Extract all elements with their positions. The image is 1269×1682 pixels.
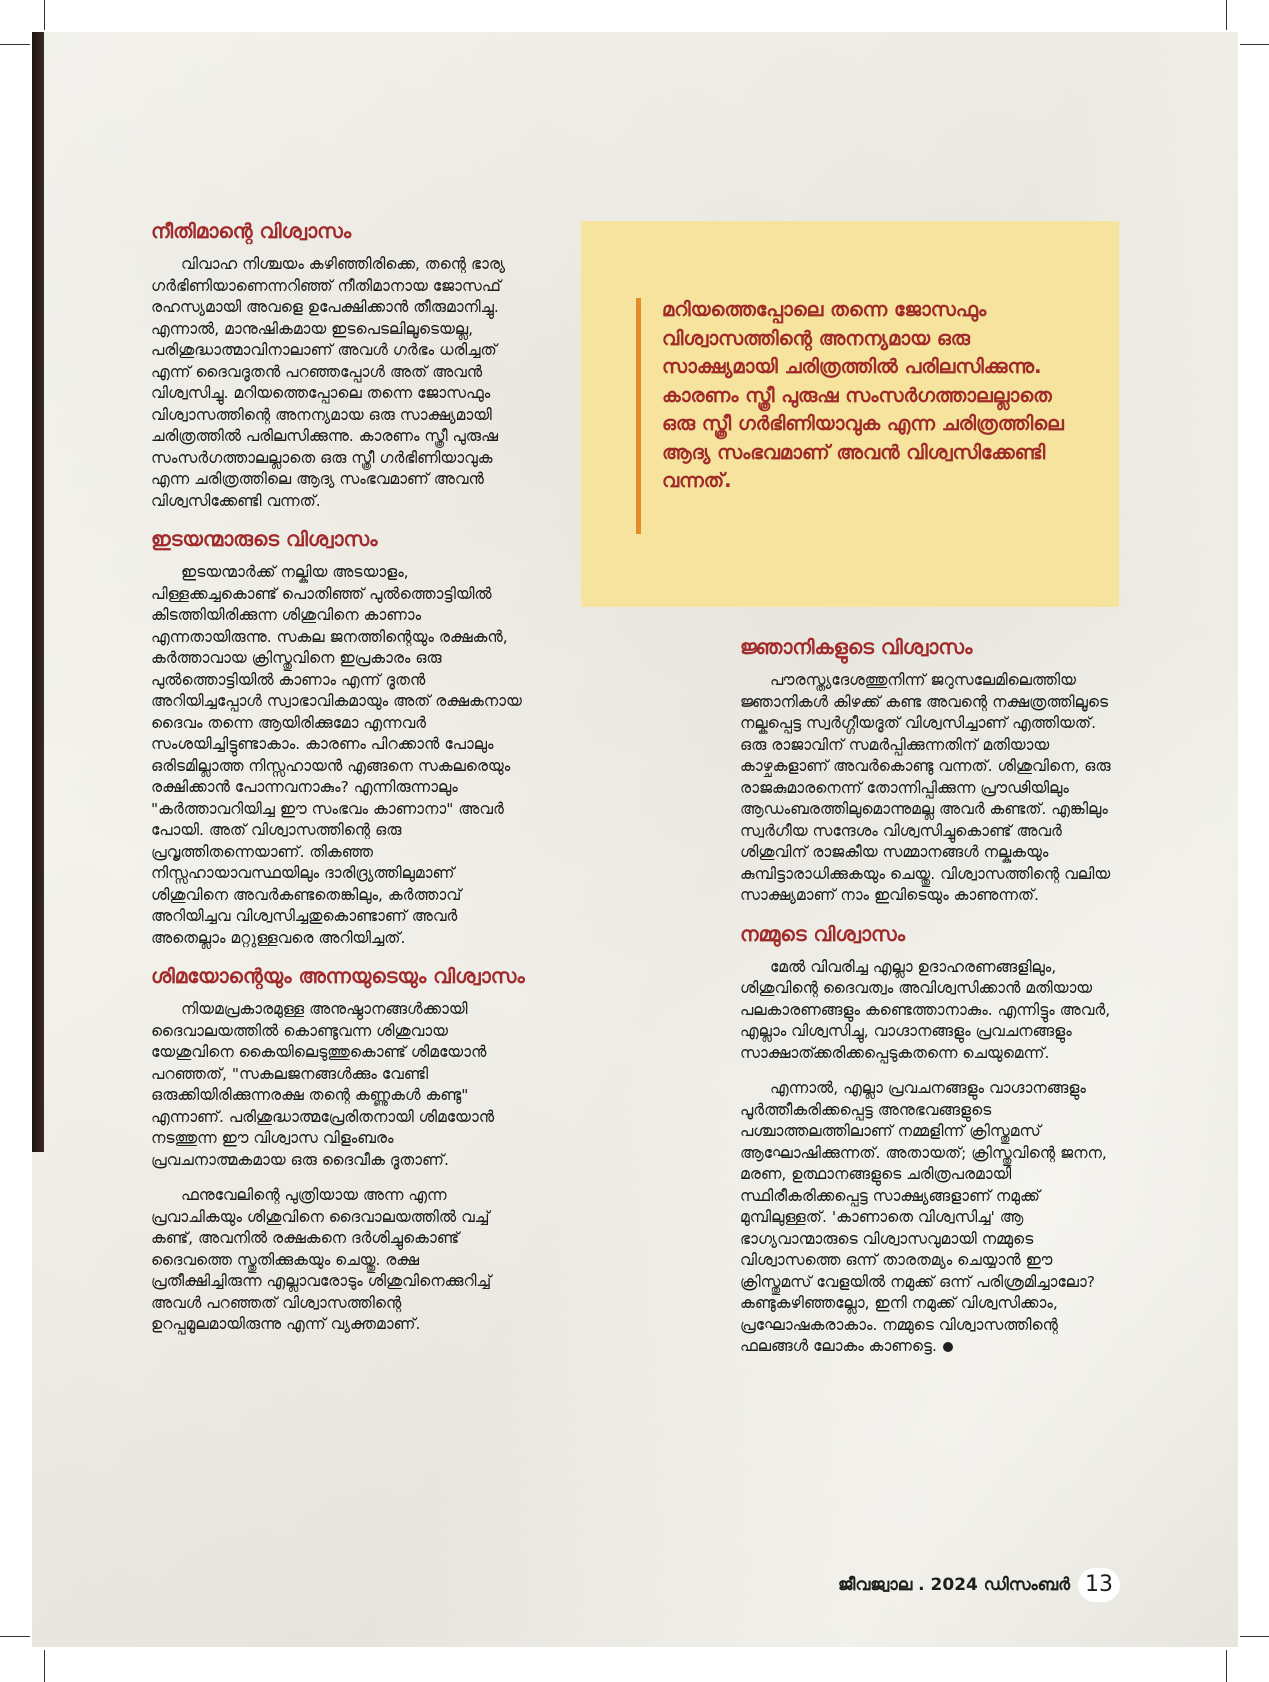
crop-mark-top-left-v [44,0,45,30]
crop-mark-top-right-h [1240,44,1269,45]
final-paragraph-text: എന്നാൽ, എല്ലാ പ്രവചനങ്ങളും വാഗ്ദാനങ്ങളും പൂർത്തീകരിക്കപ്പെട്ട അനുഭവങ്ങളുടെ പശ്ചാത്തലത്തിലാണ് നമ്മളിന്ന് ക്രിസ്തുമസ് ആഘോഷിക്കുന്നത്. അതായത്; ക്രിസ്തുവിന്റെ ജനന, മരണ, ഉത്ഥാനങ്ങളുടെ ചരിത്രപരമായി സ്ഥിരീകരിക്കപ്പെട്ട സാക്ഷ്യങ്ങളാണ് നമുക്ക് മുമ്പിലുള്ളത്. 'കാണാതെ വിശ്വസിച്ച' ആ ഭാഗ്യവാന്മാരുടെ വിശ്വാസവുമായി നമ്മുടെ വിശ്വാസത്തെ ഒന്ന് താരതമ്യം ചെയ്യാൻ ഈ ക്രിസ്തുമസ് വേളയിൽ നമുക്ക് ഒന്ന് പരിശ്രമിച്ചാലോ? കണ്ടുകഴിഞ്ഞല്ലോ, ഇനി നമുക്ക് വിശ്വസിക്കാം, പ്രഘോഷകരാകാം. നമ്മുടെ വിശ്വാസത്തിന്റെ ഫലങ്ങൾ ലോകം കാണട്ടെ. [740,1079,1107,1355]
crop-mark-top-left-h [0,44,30,45]
page-number: 13 [1078,1568,1120,1602]
section-heading-simeon-anna-faith: ശിമയോന്റെയും അന്നയുടെയും വിശ്വാസം [151,964,525,988]
pull-quote-accent-bar [636,298,641,534]
section-paragraph: ഇടയന്മാർക്ക് നല്കിയ അടയാളം, പിള്ളക്കച്ചകൊണ്ട് പൊതിഞ്ഞ് പുൽത്തൊട്ടിയിൽ കിടത്തിയിരിക്കുന്ന ശിശുവിനെ കാണാം എന്നതായിരുന്നു. സകല ജനത്തിന്റെയും രക്ഷകൻ, കർത്താവായ ക്രിസ്തുവിനെ ഇപ്രകാരം ഒരു പുൽത്തൊട്ടിയിൽ കാണാം എന്ന് ദൂതൻ അറിയിച്ചപ്പോൾ സ്വാഭാവികമായും അത് രക്ഷകനായ ദൈവം തന്നെ ആയിരിക്കുമോ എന്നവർ സംശയിച്ചിട്ടുണ്ടാകാം. കാരണം പിറക്കാൻ പോലും ഒരിടമില്ലാത്ത നിസ്സഹായൻ എങ്ങനെ സകലരെയും രക്ഷിക്കാൻ പോന്നവനാകും? എന്നിരുന്നാലും "കർത്താവറിയിച്ച ഈ സംഭവം കാണാനാ" അവർ പോയി. അത് വിശ്വാസത്തിന്റെ ഒരു പ്രവൃത്തിതന്നെയാണ്. തികഞ്ഞ നിസ്സഹായാവസ്ഥയിലും ദാരിദ്ര്യത്തിലുമാണ് ശിശുവിനെ അവർകണ്ടതെങ്കിലും, കർത്താവ് അറിയിച്ചവ വിശ്വസിച്ചതുകൊണ്ടാണ് അവർ അതെല്ലാം മറ്റുള്ളവരെ അറിയിച്ചത്. [151,563,522,947]
crop-mark-bottom-left-h [0,1636,30,1637]
crop-mark-bottom-right-v [1226,1650,1227,1682]
page-spine-edge [32,32,44,1152]
crop-mark-top-right-v [1226,0,1227,30]
section-heading-shepherds-faith: ഇടയന്മാരുടെ വിശ്വാസം [151,527,378,551]
section-paragraph: മേൽ വിവരിച്ച എല്ലാ ഉദാഹരണങ്ങളിലും, ശിശുവിന്റെ ദൈവത്വം അവിശ്വസിക്കാൻ മതിയായ പലകാരണങ്ങളും കണ്ടെത്താനാകും. എന്നിട്ടും അവർ, എല്ലാം വിശ്വസിച്ചു, വാഗ്ദാനങ്ങളും പ്രവചനങ്ങളും സാക്ഷാത്ക്കരിക്കപ്പെടുകതന്നെ ചെയുമെന്ന്. [740,957,1111,1062]
section-paragraph: ഫനുവേലിന്റെ പുത്രിയായ അന്ന എന്ന പ്രവാചികയും ശിശുവിനെ ദൈവാലയത്തിൽ വച്ച് കണ്ട്, അവനിൽ രക്ഷകനെ ദർശിച്ചുകൊണ്ട് ദൈവത്തെ സ്തുതിക്കുകയും ചെയ്തു. രക്ഷ പ്രതീക്ഷിച്ചിരുന്ന എല്ലാവരോടും ശിശുവിനെക്കുറിച്ച് അവൾ പറഞ്ഞത് വിശ്വാസത്തിന്റെ ഉറപ്പമൂലമായിരുന്നു എന്ന് വ്യക്തമാണ്. [151,1186,492,1333]
crop-mark-bottom-right-h [1240,1636,1269,1637]
pull-quote-text: മറിയത്തെപ്പോലെ തന്നെ ജോസഫും വിശ്വാസത്തിന്റെ അനന്യമായ ഒരു സാക്ഷ്യമായി ചരിത്രത്തിൽ പരിലസിക്കുന്നു. കാരണം സ്ത്രീ പുരുഷ സംസർഗത്താലല്ലാതെ ഒരു സ്ത്രീ ഗർഭിണിയാവുക എന്ന ചരിത്രത്തിലെ ആദ്യ സംഭവമാണ് അവൻ വിശ്വസിക്കേണ്ടി വന്നത്. [662,298,1064,492]
section-paragraph: നിയമപ്രകാരമുള്ള അനുഷ്ഠാനങ്ങൾക്കായി ദൈവാലയത്തിൽ കൊണ്ടുവന്ന ശിശുവായ യേശുവിനെ കൈയിലെടുത്തുകൊണ്ട് ശിമയോൻ പറഞ്ഞത്, "സകലജനങ്ങൾക്കും വേണ്ടി ഒരുക്കിയിരിക്കുന്നരക്ഷ തന്റെ കണ്ണുകൾ കണ്ടു" എന്നാണ്. പരിശുദ്ധാത്മപ്രേരിതനായി ശിമയോൻ നടത്തുന്ന ഈ വിശ്വാസ വിളംബരം പ്രവചനാത്മകമായ ഒരു ദൈവീക ദൂതാണ്. [151,1000,495,1169]
end-mark-icon [943,1342,953,1352]
section-heading-magi-faith: ജ്ഞാനികളുടെ വിശ്വാസം [740,635,973,659]
crop-mark-bottom-left-v [44,1650,45,1682]
section-paragraph-final [740,1078,1122,1358]
section-heading-our-faith: നമ്മുടെ വിശ്വാസം [740,921,906,946]
right-column [740,634,1122,1372]
section-paragraph: പൗരസ്ത്യദേശത്തുനിന്ന് ജറുസലേമിലെത്തിയ ജ്ഞാനികൾ കിഴക്ക് കണ്ട അവന്റെ നക്ഷത്രത്തിലൂടെ നല്കപ്പെട്ട സ്വർഗ്ഗീയദൂത് വിശ്വസിച്ചാണ് എത്തിയത്. ഒരു രാജാവിന് സമർപ്പിക്കുന്നതിന് മതിയായ കാഴ്ചകളാണ് അവർകൊണ്ടു വന്നത്. ശിശുവിനെ, ഒരു രാജകുമാരനെന്ന് തോന്നിപ്പിക്കുന്ന പ്രൗഢിയിലും ആഡംബരത്തിലുമൊന്നുമല്ല അവർ കണ്ടത്. എങ്കിലും സ്വർഗീയ സന്ദേശം വിശ്വസിച്ചുകൊണ്ട് അവർ ശിശുവിന് രാജകീയ സമ്മാനങ്ങൾ നല്കുകയും കുമ്പിട്ടാരാധിക്കുകയും ചെയ്തു. വിശ്വാസത്തിന്റെ വലിയ സാക്ഷ്യമാണ് നാം ഇവിടെയും കാണുന്നത്. [740,671,1111,904]
publication-footer: ജീവജ്വാല . 2024 ഡിസംബർ [838,1575,1070,1595]
section-paragraph: വിവാഹ നിശ്ചയം കഴിഞ്ഞിരിക്കെ, തന്റെ ഭാര്യ ഗർഭിണിയാണെന്നറിഞ്ഞ് നീതിമാനായ ജോസഫ് രഹസ്യമായി അവളെ ഉപേക്ഷിക്കാൻ തീരുമാനിച്ചു. എന്നാൽ, മാനുഷികമായ ഇടപെടലിലൂടെയല്ല, പരിശുദ്ധാത്മാവിനാലാണ് അവൾ ഗർഭം ധരിച്ചത് എന്ന് ദൈവദൂതൻ പറഞ്ഞപ്പോൾ അത് അവൻ വിശ്വസിച്ചു. മറിയത്തെപ്പോലെ തന്നെ ജോസഫും വിശ്വാസത്തിന്റെ അനന്യമായ ഒരു സാക്ഷ്യമായി ചരിത്രത്തിൽ പരിലസിക്കുന്നു. കാരണം സ്ത്രീ പുരുഷ സംസർഗത്താലല്ലാതെ ഒരു സ്ത്രീ ഗർഭിണിയാവുക എന്ന ചരിത്രത്തിലെ ആദ്യ സംഭവമാണ് അവൻ വിശ്വസിക്കേണ്ടി വന്നത്. [151,255,506,510]
section-heading-righteous-faith: നീതിമാന്റെ വിശ്വാസം [151,219,352,243]
left-column [151,218,533,1350]
